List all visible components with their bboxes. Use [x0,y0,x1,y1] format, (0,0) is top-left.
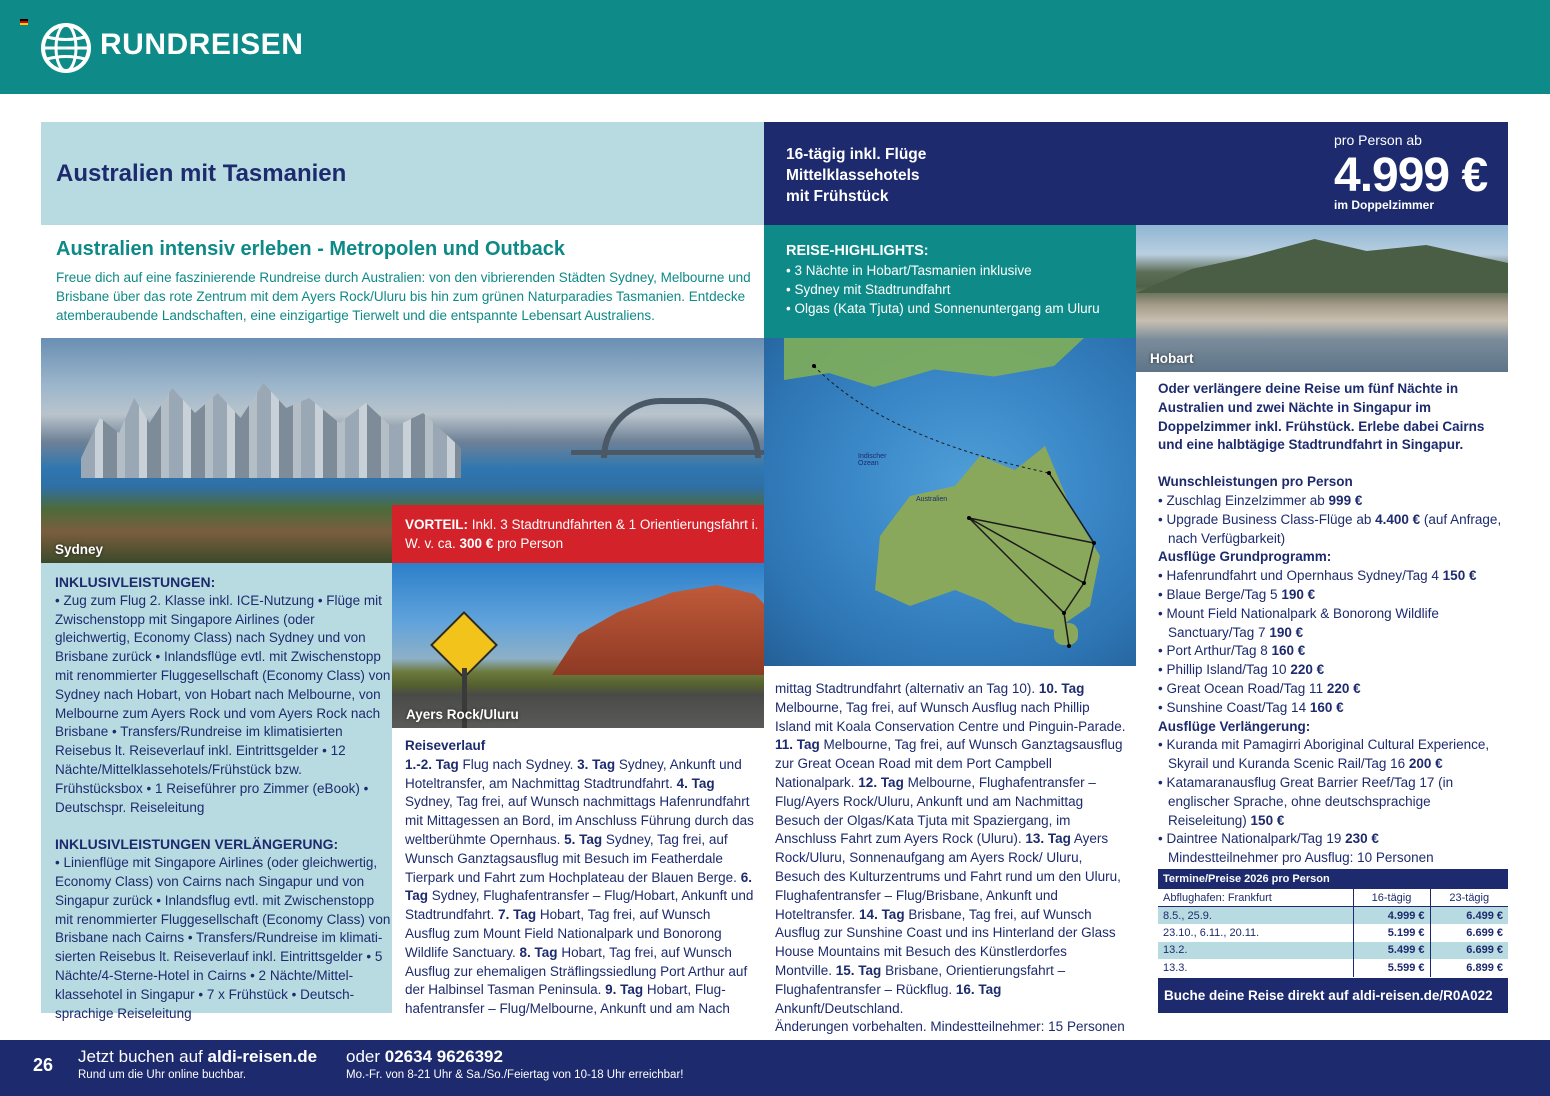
price-table [1158,869,1508,977]
header-bar [0,0,1550,94]
itinerary-text: Brisbane, Orientierungsfahrt – Flughafentransfer – Rückflug. [775,962,1066,997]
excursion-item: • Hafenrundfahrt und Opernhaus Sydney/Tag 4 150 € [1158,568,1477,584]
itinerary-day: 5. Tag [564,831,603,847]
itinerary-text: Melbourne, Tag frei, auf Wunsch Ausflug nach Phillip Island mit Koala Conservation Centre und Pinguin-Parade. [775,699,1126,734]
itinerary-column-1 [405,737,757,1019]
itinerary-text: Sydney, Tag frei, auf Wunsch nachmittags Hafenrundfahrt mit Mittagessen an Bord, im Anschluss Führung durch das weltberühmte Opernhaus. [405,794,754,847]
inclusive-text: • Zug zum Flug 2. Klasse inkl. ICE-Nutzung • Flüge mit Zwischenstopp mit Singapore Airlines (oder gleichwertig, Economy Class) nach Sydney und von Brisbane zurück • Inlandsflüge evtl. mit Zwischenstopp mit renommierter Fluggesellschaft (Economy Class) von Sydney nach Hobart, von Hobart nach Melbourne, von Melbourne zum Ayers Rock und vom Ayers Rock nach Brisbane • Transfers/Rundreise im klimatisierten Reisebus lt. Reiseverlauf inkl. Eintrittsgelder • 12 Nächte/Mittelklassehotels/Frühstück bzw. Frühstücksbox • 1 Reiseführer pro Zimmer (eBook) • Deutschspr. Reiseleitung [55,592,391,815]
inclusive-services [41,563,392,1021]
book-online-sub: Rund um die Uhr online buchbar. [78,1069,247,1081]
highlight-item: • Sydney mit Stadtrundfahrt [786,282,951,297]
options-column [1158,380,1508,868]
skyline-shape [81,378,461,478]
duration-line: mit Frühstück [786,188,889,205]
excursion-item: • Mount Field Nationalpark & Bonorong Wildlife Sanctuary/Tag 7 190 € [1158,605,1439,640]
itinerary-text: Hobart, Flughafentransfer – Flug/Melbourne, Ankunft und am Nach [405,982,730,1017]
itinerary-day: 15. Tag [835,962,882,978]
price-table-header [1158,869,1508,889]
itinerary-text: Ayers Rock/Uluru, Sonnenaufgang am Ayers Rock/ Uluru, Besuch des Kulturzentrums und Fahrt rund um den Uluru, Flughafentransfer – Flug/Brisbane, Ankunft und Hoteltransfer. [775,831,1121,922]
excursions-heading: Ausflüge Grundprogramm: [1158,549,1332,565]
tour-title-band [41,122,764,225]
inclusive-heading: INKLUSIVLEISTUNGEN: [55,574,216,590]
itinerary-text: Sydney, Flughafentransfer – Flug/Hobart, Ankunft und Stadtrundfahrt. [405,888,754,923]
tour-price: 4.999 € [1334,149,1488,202]
excursion-item: • Daintree Nationalpark/Tag 19 230 € [1158,831,1379,847]
advantage-label: VORTEIL: [405,517,468,532]
itinerary-text: Ankunft/Deutschland. [775,1000,904,1016]
price-row: 13.3. 5.599 € 6.899 € [1158,959,1508,977]
highlights-heading: REISE-HIGHLIGHTS: [786,243,929,259]
tour-info-box [764,122,1508,225]
intro-text: Freue dich auf eine faszinierende Rundreise durch Australien: von den vibrierenden Städten Sydney, Melbourne und Brisbane über das rote Zentrum mit dem Ayers Rock/Uluru bis hin zum grünen Naturparadies Tasmanien. Entdecke atemberaubende Landschaften, eine einzigartige Tierwelt und die entspannte Lebensart Australiens. [56,270,751,323]
book-online: Jetzt buchen auf aldi-reisen.de [78,1047,318,1066]
uluru-rock-shape [552,585,764,675]
booking-link[interactable]: Buche deine Reise direkt auf aldi-reisen.de/R0A022 [1158,978,1508,1013]
excursion-item: • Sunshine Coast/Tag 14 160 € [1158,699,1344,715]
column-16-days: 16-tägig [1353,889,1430,907]
duration-line: 16-tägig inkl. Flüge [786,146,927,163]
photo-caption: Sydney [55,542,104,557]
advantage-suffix: pro Person [493,536,564,551]
itinerary-day: 8. Tag [519,944,558,960]
price-table-title: Termine/Preise 2026 pro Person [1163,873,1330,885]
itinerary-day: 13. Tag [1025,831,1071,847]
itinerary-day: 6. Tag [405,869,752,904]
itinerary-day: 1.-2. Tag [405,756,459,772]
itinerary-day: 16. Tag [955,981,1002,997]
website-link[interactable]: aldi-reisen.de [207,1047,318,1066]
footer-bar [0,1040,1550,1096]
itinerary-day: 9. Tag [605,982,644,998]
price-table-subheader [1158,889,1508,907]
itinerary-text: Hobart, Tag frei, auf Wunsch Ausflug zum Mount Field Nationalpark und Bonorong Wildlife Sanctuary. [405,907,722,960]
book-phone: oder 02634 9626392 [346,1047,503,1066]
excursion-item: • Phillip Island/Tag 10 220 € [1158,662,1325,678]
itinerary-text: Hobart, Tag frei, auf Wunsch Ausflug zur ehemaligen Sträflingssiedlung Port Arthur auf der Halbinsel Tasman Peninsula. [405,944,748,998]
excursion-item: • Kuranda mit Pamagirri Aboriginal Cultural Experience, Skyrail und Kuranda Scenic Rail/Tag 16 200 € [1158,737,1490,772]
itinerary-text: Melbourne, Tag frei, auf Wunsch Ganztagsausflug zur Great Ocean Road mit dem Port Campbell Nationalpark. [775,737,1123,790]
phone-hours: Mo.-Fr. von 8-21 Uhr & Sa./So./Feiertag von 10-18 Uhr erreichbar! [346,1069,684,1081]
mountain-shape [1136,233,1508,293]
extension-excursions-heading: Ausflüge Verlängerung: [1158,718,1311,734]
tour-duration [786,144,926,207]
itinerary-note: Änderungen vorbehalten. Mindestteilnehmer: 15 Personen [775,1019,1125,1035]
map-label-ocean: Indischer Ozean [858,453,887,467]
itinerary-column-2 [775,680,1127,1037]
itinerary-text: Sydney, Ankunft und Hoteltransfer, am Nachmittag Stadtrundfahrt. [405,756,742,791]
globe-icon [40,22,92,74]
excursion-item: • Port Arthur/Tag 8 160 € [1158,643,1306,659]
itinerary-day: 3. Tag [577,756,616,772]
excursion-item: • Katamaranausflug Great Barrier Reef/Tag 17 (in englischer Sprache, ohne deutschsprachige Reiseleitung) 150 € [1158,774,1454,828]
photo-caption: Hobart [1150,351,1194,366]
intro-heading: Australien intensiv erleben - Metropolen und Outback [56,238,565,260]
price-suffix: im Doppelzimmer [1334,198,1435,212]
hobart-photo [1136,225,1508,372]
uluru-photo [392,563,764,728]
option-item: • Zuschlag Einzelzimmer ab 999 € [1158,492,1363,508]
itinerary-day: 11. Tag [775,737,820,753]
price-prefix: pro Person ab [1334,132,1422,148]
option-item: • Upgrade Business Class-Flüge ab 4.400 € (auf Anfrage, nach Verfügbarkeit) [1158,511,1502,546]
itinerary-day: 12. Tag [858,774,904,790]
itinerary-text: Sydney, Tag frei, auf Wunsch Ganztagsausflug mit Besuch im Featherdale Tierpark und Fahrt zum Hochplateau der Blauen Berge. [405,831,741,885]
inclusive-extension-heading: INKLUSIVLEISTUNGEN VERLÄNGERUNG: [55,836,339,853]
bridge-deck-shape [571,450,764,455]
advantage-text: Inkl. 3 Stadtrundfahrten & 1 Orientierungsfahrt i. W. v. ca. [405,517,759,551]
price-row: 13.2. 5.499 € 6.699 € [1158,942,1508,960]
section-title: RUNDREISEN [100,28,304,61]
excursion-item: • Blaue Berge/Tag 5 190 € [1158,586,1316,602]
min-participants: Mindestteilnehmer pro Ausflug: 10 Personen [1168,850,1434,866]
itinerary-day: 4. Tag [676,775,715,791]
itinerary-heading: Reiseverlauf [405,738,486,753]
advantage-amount: 300 € [459,536,494,551]
options-heading: Wunschleistungen pro Person [1158,474,1353,490]
route-map [764,338,1136,666]
itinerary-day: 7. Tag [498,907,537,923]
column-23-days: 23-tägig [1430,889,1508,907]
map-label-australia: Australien [916,496,948,503]
excursion-item: • Great Ocean Road/Tag 11 220 € [1158,680,1361,696]
duration-line: Mittelklassehotels [786,167,920,184]
highlight-item: • 3 Nächte in Hobart/Tasmanien inklusive [786,263,1032,278]
itinerary-day: 10. Tag [1038,681,1085,696]
itinerary-text: Flug nach Sydney. [458,756,578,772]
flag-icon [20,19,28,25]
price-row: 8.5., 25.9. 4.999 € 6.499 € [1158,907,1508,925]
phone-number[interactable]: 02634 9626392 [384,1047,503,1066]
extension-lead: Oder verlängere deine Reise um fünf Nächte in Australien und zwei Nächte in Singapur im Doppelzimmer inkl. Frühstück. Erlebe dabei Cairns und eine halbtägige Stadtrundfahrt in Singapur. [1158,381,1485,453]
inclusive-extension-text: • Linienflüge mit Singapore Airlines (oder gleichwertig, Economy Class) von Cairns nach Singapur und von Singapur zurück • Inlandsflug evtl. mit Zwischenstopp mit renommierter Fluggesellschaft (Economy Class) von Brisbane nach Cairns • Transfers/Rundreise im klimatisierten Reisebus lt. Reiseverlauf inkl. Eintrittsgelder • 5 Nächte/4-Sterne-Hotel in Cairns • 2 Nächte/Mittelklassehotel in Singapur • 7 x Frühstück • Deutschsprachige Reiseleitung [55,855,391,1021]
price-row: 23.10., 6.11., 20.11. 5.199 € 6.699 € [1158,924,1508,942]
photo-caption: Ayers Rock/Uluru [406,707,519,722]
page-number: 26 [33,1055,54,1075]
route-lines [764,338,1136,666]
airport-label: Abflughafen: Frankfurt [1158,889,1353,907]
itinerary-day: 14. Tag [859,906,905,922]
highlight-item: • Olgas (Kata Tjuta) und Sonnenuntergang am Uluru [786,301,1100,316]
itinerary-text: Melbourne, Flughafentransfer – Flug/Ayers Rock/Uluru, Ankunft und am Nachmittag Besuch der Olgas/Kata Tjuta mit Spaziergang, im Anschluss Fahrt zum Ayers Rock (Uluru). [775,774,1096,847]
tour-title: Australien mit Tasmanien [56,160,347,187]
highlights-box [764,225,1136,338]
advantage-box [392,505,764,563]
itinerary-text: mittag Stadtrundfahrt (alternativ an Tag 10). [775,681,1039,696]
itinerary-text: Brisbane, Tag frei, auf Wunsch Ausflug zur Sunshine Coast und ins Hinterland der Glass House Mountains mit Besuch des Künstlerdorfes Montville. [775,906,1116,978]
harbour-bridge-shape [601,398,761,458]
